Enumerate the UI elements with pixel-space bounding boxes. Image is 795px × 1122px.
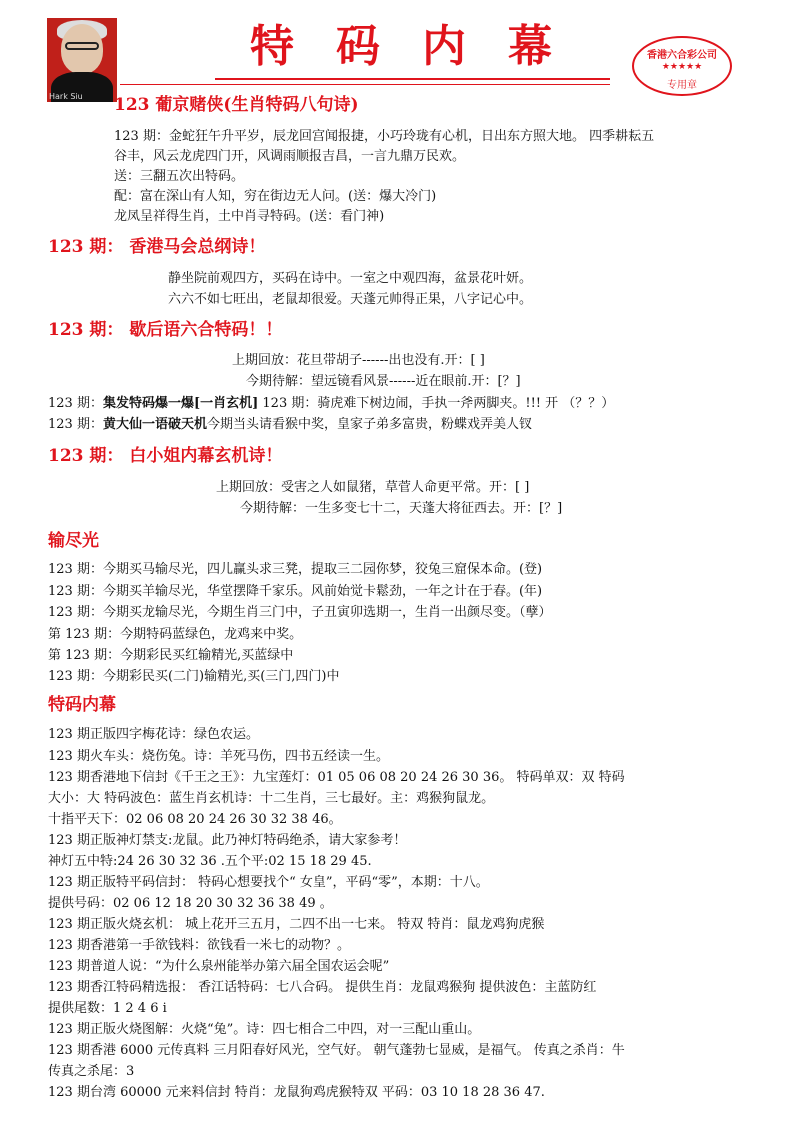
text-line: 提供号码：02 06 12 18 20 30 32 36 38 49 。 xyxy=(48,896,333,911)
text-line: 123 期正版神灯禁支:龙鼠。此乃神灯特码绝杀，请大家参考！ xyxy=(48,833,407,848)
line-suffix: 123 期：骑虎难下树边闹，手执一斧两脚夹。!!! 开 （？？） xyxy=(258,396,615,411)
line-suffix: 今期当头请看猴中奖，皇家子弟多富贵，粉蝶戏弄美人钗 xyxy=(206,417,532,432)
text-line: 今期待解：一生多变七十二，天蓬大将征西去。开：[？] xyxy=(240,501,563,516)
text-line: 上期回放：花旦带胡子------出也没有.开：[ ] xyxy=(232,353,485,368)
text-line: 今期待解：望远镜看风景------近在眼前.开：[？] xyxy=(246,374,521,389)
text-line: 123 期香港第一手欲钱料：欲钱看一米七的动物？。 xyxy=(48,938,350,953)
text-line: 十指平天下：02 06 08 20 24 26 30 32 38 46。 xyxy=(48,812,342,827)
text-line: 神灯五中特:24 26 30 32 36 .五个平:02 15 18 29 45. xyxy=(48,854,372,869)
company-seal-stamp xyxy=(632,36,732,96)
text-line: 提供尾数：1 2 4 6 ⅰ xyxy=(48,1001,167,1016)
title-underline xyxy=(215,78,610,80)
line-bold: 黄大仙一语破天机 xyxy=(102,417,207,432)
text-line: 123 期正版火烧玄机： 城上花开三五月，二四不出一七来。 特双 特肖：鼠龙鸡狗虎猴 xyxy=(48,917,545,932)
portrait-photo xyxy=(47,18,117,102)
text-line: 123 期台湾 60000 元来料信封 特肖：龙鼠狗鸡虎猴特双 平码：03 10 18 28 36 47. xyxy=(48,1085,545,1100)
text-line: 第 123 期：今期特码蓝绿色，龙鸡来中奖。 xyxy=(48,627,303,642)
text-line: 123 期：今期买羊输尽光，华堂摆降千家乐。风前始觉卡鬆劲，一年之计在于春。(年) xyxy=(48,584,543,599)
text-line: 123 期：今期买龙输尽光，今期生肖三门中，子丑寅卯选期一，生肖一出颜尽变。（孽） xyxy=(48,605,552,620)
line-prefix: 123 期： xyxy=(48,417,103,432)
seal-arc-text: 香港六合彩公司 xyxy=(647,50,717,61)
section-heading-lose-all: 输尽光 xyxy=(48,531,99,551)
text-line: 123 期香港地下信封《千王之王》：九宝莲灯：01 05 06 08 20 24 26 30 36。 特码单双：双 特码 xyxy=(48,770,625,785)
line-prefix: 123 期： xyxy=(48,396,103,411)
section-heading-hk-jockey: 123 期： 香港马会总纲诗！ xyxy=(48,237,266,257)
section-heading-xiehouyu: 123 期： 歇后语六合特码！！ xyxy=(48,320,283,340)
title-underline-thin xyxy=(120,84,610,85)
text-line: 123 期：金蛇狂午升平岁，辰龙回宫闻报捷，小巧玲珑有心机，日出东方照大地。 四季耕耘五 xyxy=(114,129,655,144)
section-heading-inside-info: 特码内幕 xyxy=(48,695,116,715)
section-heading-bai-xiaojie: 123 期： 白小姐内幕玄机诗！ xyxy=(48,446,283,466)
text-line: 123 期：今期买马输尽光，四儿赢头求三凳，提取三二园你梦，狡兔三窟保本命。(登) xyxy=(48,562,543,577)
text-line: 六六不如七旺出，老鼠却很爱。天蓬元帅得正果，八字记心中。 xyxy=(168,292,533,307)
section-heading-putuo: 123 葡京赌侠(生肖特码八句诗) xyxy=(114,95,359,115)
text-line: 123 期正版火烧图解：火烧“兔”。诗：四七相合二中四，对一三配山重山。 xyxy=(48,1022,481,1037)
text-line: 大小：大 特码波色：蓝生肖玄机诗：十二生肖，三七最好。主：鸡猴狗鼠龙。 xyxy=(48,791,495,806)
text-line: 123 期香港 6000 元传真料 三月阳春好风光，空气好。 朝气蓬勃七显威，是福气。 传真之杀肖：牛 xyxy=(48,1043,625,1058)
text-line: 123 期：今期彩民买(二门)输精光,买(三门,四门)中 xyxy=(48,669,340,684)
text-line: 123 期普道人说：“为什么泉州能举办第六届全国农运会呢” xyxy=(48,959,390,974)
text-line: 123 期正版四字梅花诗：绿色农运。 xyxy=(48,727,259,742)
portrait-glasses xyxy=(65,42,99,50)
text-line: 送：三翻五次出特码。 xyxy=(114,169,245,184)
text-line-mixed xyxy=(48,395,614,413)
text-line: 123 期正版特平码信封： 特码心想要找个“ 女皇”，平码“零”，本期：十八。 xyxy=(48,875,489,890)
line-bold: 集发特码爆一爆[一肖玄机] xyxy=(102,396,259,411)
page-title: 特码内幕 xyxy=(250,21,594,72)
seal-bottom-text: 专用章 xyxy=(667,80,697,91)
text-line: 传真之杀尾：3 xyxy=(48,1064,135,1079)
text-line: 配：富在深山有人知，穷在街边无人问。(送：爆大冷门) xyxy=(114,189,437,204)
text-line-mixed xyxy=(48,416,532,434)
text-line: 上期回放：受害之人如鼠猪，草菅人命更平常。开：[ ] xyxy=(216,480,530,495)
text-line: 123 期香江特码精选报： 香江话特码：七八合码。 提供生肖：龙鼠鸡猴狗 提供波色：主蓝防红 xyxy=(48,980,597,995)
text-line: 龙凤呈祥得生肖，土中肖寻特码。(送：看门神) xyxy=(114,209,385,224)
text-line: 谷丰，风云龙虎四门开，风调雨顺报吉昌，一言九鼎万民欢。 xyxy=(114,149,466,164)
text-line: 123 期火车头：烧伤兔。诗：羊死马伤，四书五经读一生。 xyxy=(48,749,389,764)
text-line: 第 123 期：今期彩民买红输精光,买蓝绿中 xyxy=(48,648,294,663)
seal-stars: ★★★★★ xyxy=(661,62,703,72)
photo-watermark: Hark Siu xyxy=(49,92,83,101)
text-line: 静坐院前观四方，买码在诗中。一室之中观四海，盆景花叶妍。 xyxy=(168,271,533,286)
